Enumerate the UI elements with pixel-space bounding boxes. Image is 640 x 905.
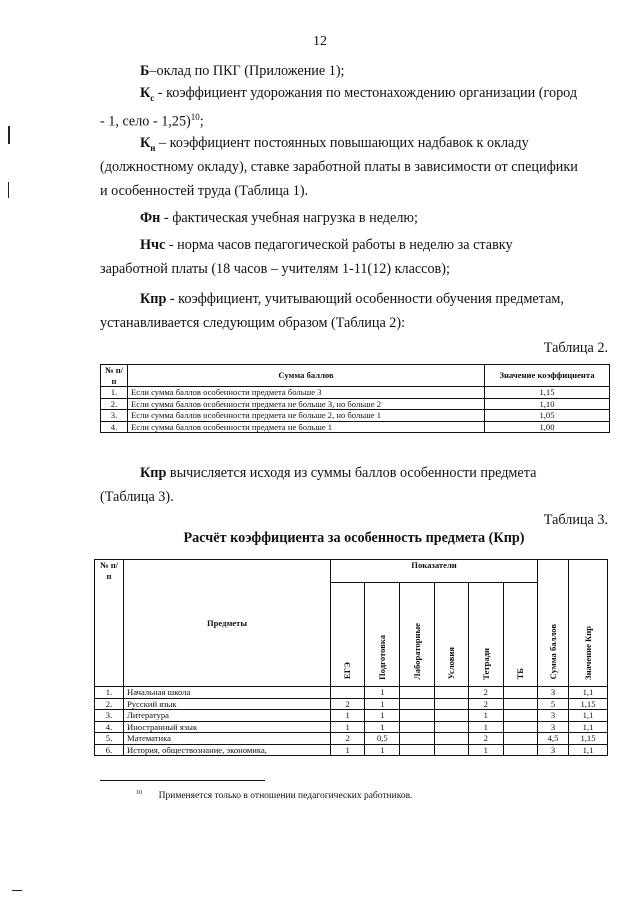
table-2 <box>100 364 610 433</box>
def-kn-cont2: и особенностей труда (Таблица 1). <box>100 183 309 199</box>
table3-header-value: Значение Кпр <box>569 560 608 687</box>
table3-header-sum: Сумма баллов <box>538 560 569 687</box>
def-nchs: Нчс - норма часов педагогической работы в неделю за ставку <box>140 237 513 253</box>
def-fn: Фн - фактическая учебная нагрузка в неделю; <box>140 210 418 226</box>
scan-margin-mark <box>12 890 22 891</box>
table-row: 3. Литература 1 1 1 3 1,1 <box>95 710 608 722</box>
term-kc: $К_с$ <box>140 85 155 103</box>
table-row: 2. Если сумма баллов особенности предмета не больше 3, но больше 2 1,10 <box>101 398 610 410</box>
table3-header-indicators: Показатели <box>331 560 538 583</box>
table2-header-value: Значение коэффициента <box>485 365 610 387</box>
table-row: 1. Если сумма баллов особенности предмета больше 3 1,15 <box>101 387 610 399</box>
table3-col-conditions: Условия <box>434 583 468 687</box>
table2-header-sum: Сумма баллов <box>128 365 485 387</box>
footnote-separator <box>100 780 265 781</box>
table-row: 2. Русский язык 2 1 2 5 1,15 <box>95 698 608 710</box>
def-nchs-cont: заработной платы (18 часов – учителям 1-11(12) классов); <box>100 261 450 277</box>
def-kpr: Кпр - коэффициент, учитывающий особенности обучения предметам, <box>140 291 564 307</box>
page-number: 12 <box>313 34 327 49</box>
def-b-text: –оклад по ПКГ (Приложение 1); <box>149 63 345 79</box>
table3-caption: Расчёт коэффициента за особенность предмета (Кпр) <box>183 530 525 546</box>
def-kn-cont1: (должностному окладу), ставке заработной платы в зависимости от специфики <box>100 159 578 175</box>
def-kc: $К_с$ - коэффициент удорожания по местонахождению организации (город <box>140 85 578 103</box>
table-3 <box>94 559 608 756</box>
table2-header-num: № п/п <box>101 365 128 387</box>
table-row: 1. Начальная школа 1 2 3 1,1 <box>95 687 608 699</box>
table3-label: Таблица 3. <box>543 512 608 528</box>
table2-label: Таблица 2. <box>543 340 608 356</box>
table3-col-tb: ТБ <box>503 583 537 687</box>
term-b: Б <box>140 63 150 79</box>
scan-margin-mark <box>8 126 10 144</box>
table-row: 6. История, обществознание, экономика, 1 1 1 3 1,1 <box>95 744 608 756</box>
table3-header-num: № п/п <box>95 560 124 687</box>
table3-col-ege: ЕГЭ <box>331 583 365 687</box>
table-row: 4. Иностранный язык 1 1 1 3 1,1 <box>95 721 608 733</box>
scan-margin-mark <box>8 182 9 198</box>
term-kpr-2: Кпр <box>140 465 167 481</box>
term-kn: $К_н$ <box>140 135 156 153</box>
table-row: 5. Математика 2 0,5 2 4,5 1,15 <box>95 733 608 745</box>
footnote: $^{10}$ Применяется только в отношении педагогических работников. <box>136 790 413 802</box>
table-row: 4. Если сумма баллов особенности предмета не больше 1 1,00 <box>101 421 610 433</box>
table3-col-lab: Лабораторные <box>400 583 434 687</box>
def-kpr-cont: устанавливается следующим образом (Таблица 2): <box>100 315 406 331</box>
kpr-calc-text: Кпр вычисляется исходя из суммы баллов особенности предмета <box>140 465 537 481</box>
term-kpr: Кпр <box>140 291 167 307</box>
kpr-calc-text-cont: (Таблица 3). <box>100 489 174 505</box>
table3-header-subject: Предметы <box>124 560 331 687</box>
def-kc-cont: - 1, село - 1,25)$^{10}$; <box>100 112 204 130</box>
table-row: 3. Если сумма баллов особенности предмета не больше 2, но больше 1 1,05 <box>101 410 610 422</box>
term-nchs: Нчс <box>140 237 166 253</box>
def-kn: $К_н$ – коэффициент постоянных повышающих надбавок к окладу <box>140 135 529 153</box>
term-fn: Фн <box>140 210 161 226</box>
table3-col-notebooks: Тетради <box>469 583 503 687</box>
table3-col-prep: Подготовка <box>365 583 400 687</box>
